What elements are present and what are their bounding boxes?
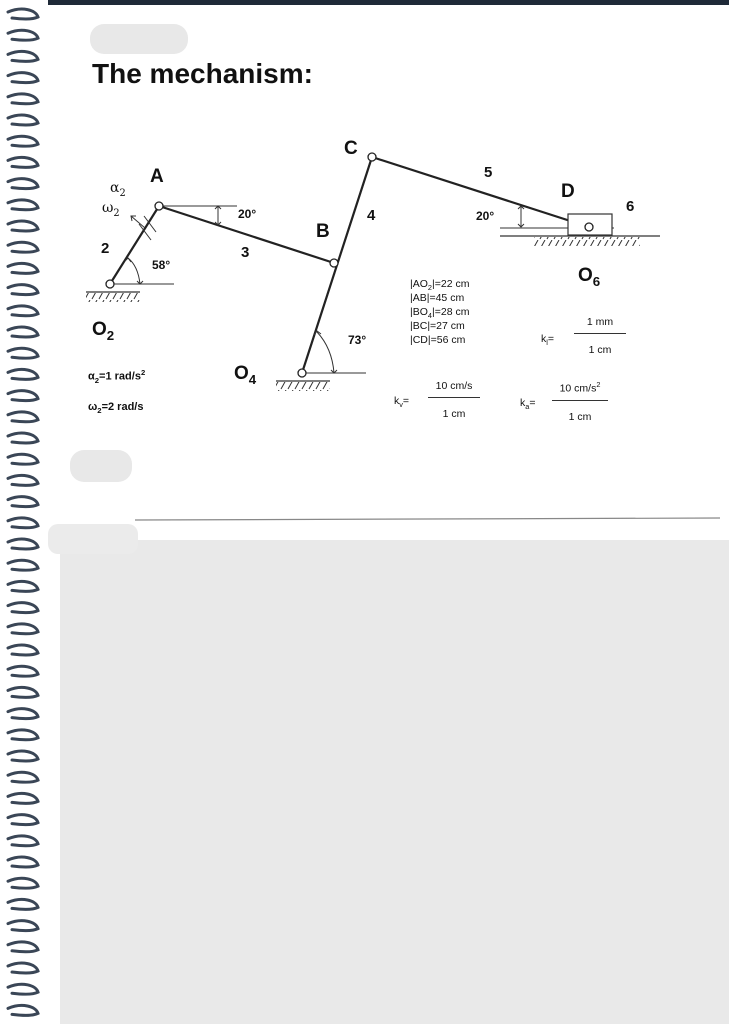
ground-O4	[276, 381, 330, 391]
length-BO4: $|BO_4|=28$ cm	[410, 306, 470, 321]
label-link-6: 6	[626, 198, 635, 215]
omega-arrow	[131, 216, 145, 228]
label-point-C: C	[344, 138, 358, 159]
scale-ka-fraction	[552, 380, 608, 423]
scale-kl-fraction	[574, 316, 626, 356]
scale-ka-denominator: 1 cm	[568, 410, 592, 423]
given-omega2: $\omega_2=2$ rad/s	[88, 401, 144, 416]
scale-kl-numerator: 1 mm	[574, 316, 626, 334]
joint-A	[155, 202, 163, 210]
label-angle-58: 58°	[152, 258, 171, 272]
ground-O2	[86, 292, 140, 302]
scale-ka-numerator: 10 $cm/s^2$	[552, 380, 608, 401]
scale-kv-label: $k_v=$	[394, 395, 410, 410]
joint-D	[585, 223, 593, 231]
scale-kv-numerator: 10 cm/s	[428, 380, 480, 398]
label-link-4: 4	[367, 207, 376, 224]
scale-ka-label: $k_a=$	[520, 397, 536, 412]
redacted-bottom-area	[60, 540, 729, 1024]
joint-O4	[298, 369, 306, 377]
scale-kl-denominator: 1 cm	[588, 344, 612, 356]
label-alpha2: $\alpha_2$	[110, 180, 126, 199]
joint-O2	[106, 280, 114, 288]
ground-O6	[500, 236, 660, 246]
label-point-B: B	[316, 221, 330, 242]
label-angle-20-A: 20°	[238, 207, 257, 221]
length-CD: |CD|=56 cm	[410, 334, 466, 346]
label-link-2: 2	[101, 240, 110, 257]
page-title: The mechanism:	[92, 58, 313, 89]
label-point-O2: $O_2$	[92, 319, 115, 343]
angle-20-D-marker	[518, 206, 524, 227]
length-AB: |AB|=45 cm	[410, 292, 465, 304]
redacted-mark-top	[90, 24, 188, 54]
label-point-D: D	[561, 181, 575, 202]
label-point-A: A	[150, 166, 164, 187]
label-point-O4: $O_4$	[234, 363, 257, 387]
angle-73-marker	[314, 331, 337, 373]
label-angle-20-D: 20°	[476, 209, 495, 223]
scan-top-edge	[0, 0, 729, 5]
scale-kl-label: $k_l=$	[541, 333, 555, 348]
label-omega2: $\omega_2$	[102, 200, 120, 219]
angle-58-marker	[125, 258, 143, 284]
angle-20-A-marker	[215, 206, 221, 225]
joint-B	[330, 259, 338, 267]
redacted-bottom-area-strip	[48, 524, 138, 554]
label-point-O6: $O_6$	[578, 265, 601, 289]
label-link-3: 3	[241, 244, 250, 261]
page-fold-line	[135, 518, 720, 520]
binding-margin	[0, 0, 48, 1024]
label-link-5: 5	[484, 164, 493, 181]
scale-kv-denominator: 1 cm	[442, 408, 466, 420]
joint-C	[368, 153, 376, 161]
given-alpha2: $\alpha_2=1$ rad/$s^2$	[88, 368, 146, 385]
length-AO2: $|AO_2|=22$ cm	[410, 278, 470, 293]
label-angle-73: 73°	[348, 333, 367, 347]
length-BC: |BC|=27 cm	[410, 320, 465, 332]
redacted-mark-left	[70, 450, 132, 482]
scale-kv-fraction	[428, 380, 480, 420]
